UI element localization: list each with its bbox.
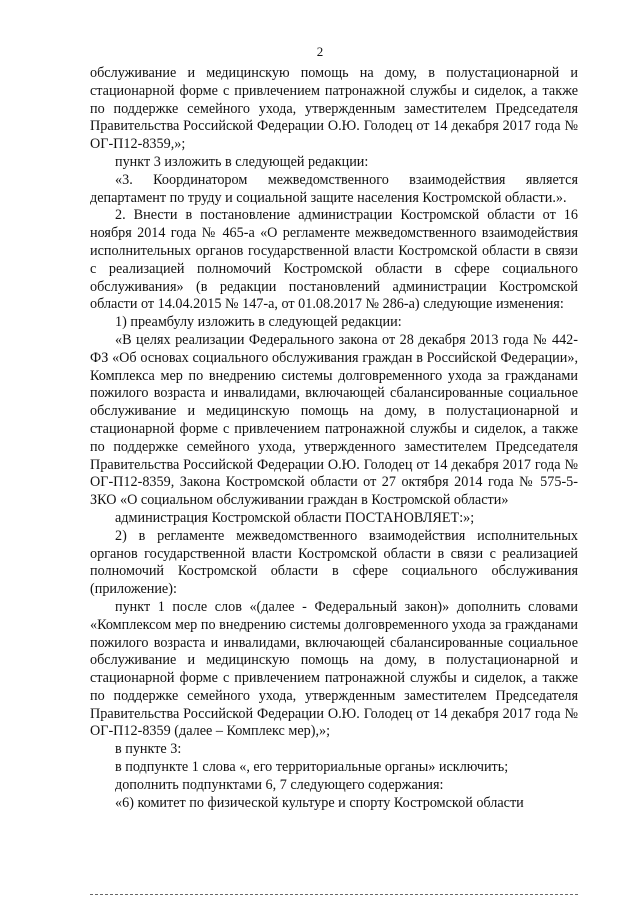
- paragraph-continuation: обслуживание и медицинскую помощь на дому, в полустационарной и стационарной форме с привлечением патронажной службы и сиделок, а также по поддержке семейного ухода, утвержденным заместителем Председателя Правительства Российской Федерации О.Ю. Голодец от 14 декабря 2017 года № ОГ-П12-8359,»;: [90, 65, 578, 153]
- paragraph-item-3-intro: пункт 3 изложить в следующей редакции:: [115, 153, 369, 170]
- paragraph-subitem-6: «6) комитет по физической культуре и спорту Костромской области: [115, 794, 524, 811]
- paragraph-resolves: администрация Костромской области ПОСТАНОВЛЯЕТ:»;: [115, 509, 475, 526]
- paragraph-in-item-3: в пункте 3:: [115, 741, 182, 758]
- paragraph-section-2: 2. Внести в постановление администрации Костромской области от 16 ноября 2014 года № 465-а «О регламенте межведомственного взаимодействия исполнительных органов государственной власти Костромской области в связи с реализацией полномочий Костромской области в сфере социального обслуживания» (в редакции постановлений администрации Костромской области от 14.04.2015 № 147-а, от 01.08.2017 № 286-а) следующие изменения:: [90, 207, 578, 313]
- paragraph-item-1-addition: пункт 1 после слов «(далее - Федеральный закон)» дополнить словами «Комплексом мер по внедрению системы долговременного ухода за гражданами пожилого возраста и инвалидами, включающей сбалансированные социальное обслуживание и медицинскую помощь на дому, в полустационарной и стационарной форме с привлечением патронажной службы и сиделок, а также по поддержке семейного ухода, утвержденным заместителем Председателя Правительства Российской Федерации О.Ю. Голодец от 14 декабря 2017 года № ОГ-П12-8359 (далее – Комплекс мер),»;: [90, 598, 578, 740]
- page-number: 2: [316, 44, 324, 59]
- paragraph-subitem-1: в подпункте 1 слова «, его территориальные органы» исключить;: [115, 759, 509, 776]
- paragraph-add-subitems: дополнить подпунктами 6, 7 следующего содержания:: [115, 776, 444, 793]
- paragraph-item-3-text: «3. Координатором межведомственного взаимодействия является департамент по труду и социальной защите населения Костромской области.».: [90, 171, 578, 206]
- paragraph-preamble-text: «В целях реализации Федерального закона от 28 декабря 2013 года № 442-ФЗ «Об основах социального обслуживания граждан в Российской Федерации», Комплекса мер по внедрению системы долговременного ухода за гражданами пожилого возраста и инвалидами, включающей сбалансированные социальное обслуживание и медицинскую помощь на дому, в полустационарной и стационарной форме с привлечением патронажной службы и сиделок, а также по поддержке семейного ухода, утвержденного заместителем Председателя Правительства Российской Федерации О.Ю. Голодец от 14 декабря 2017 года № ОГ-П12-8359, Закона Костромской области от 27 октября 2014 года № 575-5-ЗКО «О социальном обслуживании граждан в Костромской области»: [90, 331, 578, 509]
- document-body: [90, 65, 578, 812]
- paragraph-regulation: 2) в регламенте межведомственного взаимодействия исполнительных органов государственной власти Костромской области в связи с реализацией полномочий Костромской области в сфере социального обслуживания (приложение):: [90, 527, 578, 598]
- page-bottom-rule: [90, 894, 578, 895]
- paragraph-preamble-intro: 1) преамбулу изложить в следующей редакции:: [115, 314, 402, 331]
